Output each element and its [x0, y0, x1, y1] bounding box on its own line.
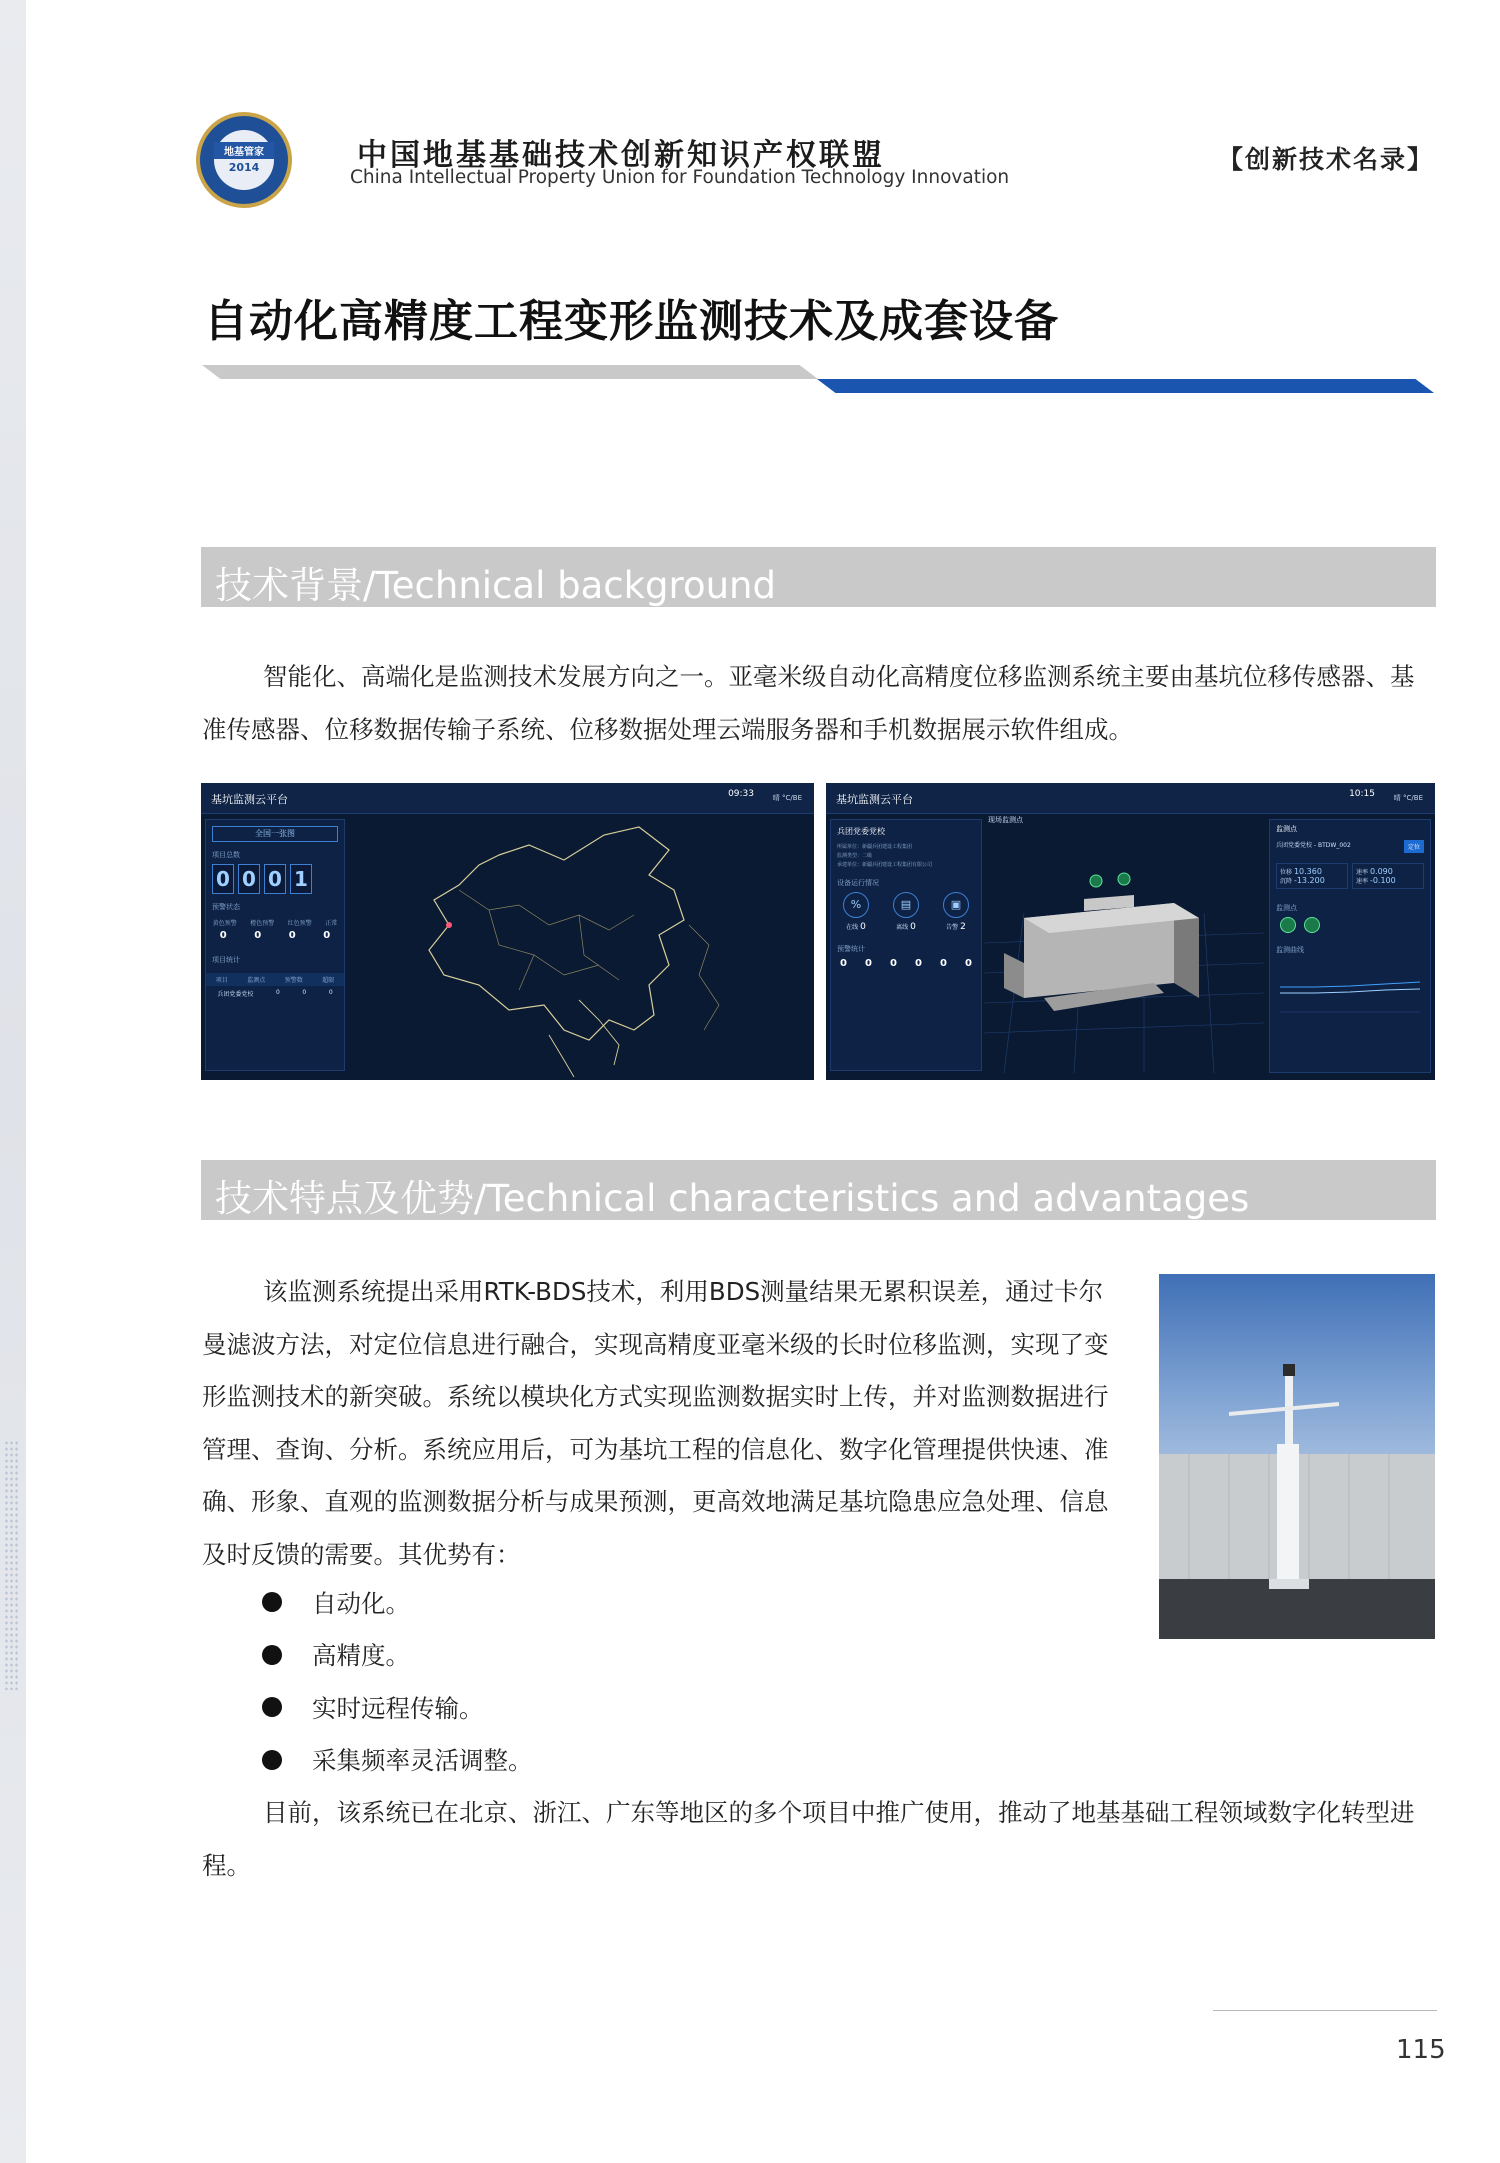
counter-digit: 1	[290, 864, 312, 894]
list-item-text: 高精度。	[312, 1641, 410, 1671]
warning-stats	[206, 918, 344, 927]
table-row[interactable]	[206, 986, 344, 1001]
province-lines	[459, 890, 634, 990]
table-cell: 0	[302, 989, 307, 996]
org-name-en: China Intellectual Property Union for Foundation Technology Innovation	[350, 167, 1010, 188]
stat-label: 黄色预警	[212, 920, 237, 927]
closing-paragraph	[202, 1787, 1438, 1892]
locate-button[interactable]: 定位	[1404, 840, 1424, 853]
curve-label: 监测曲线	[1276, 946, 1304, 954]
alarm-value: 0	[890, 958, 897, 969]
overview-button[interactable]: 全国一张图	[212, 826, 338, 842]
dashboard-topbar	[826, 783, 1435, 814]
footer-divider	[1213, 2010, 1437, 2011]
alliance-logo	[196, 112, 292, 208]
sensor-photo-image	[1159, 1274, 1435, 1639]
stat-label: 橙色预警	[250, 920, 275, 927]
monitor-point-marker[interactable]	[1118, 873, 1130, 885]
monitor-point-marker[interactable]	[1090, 875, 1102, 887]
bullet-icon	[262, 1697, 282, 1717]
table-cell: 0	[275, 989, 280, 996]
device-offline	[893, 892, 919, 932]
sensor-photo	[1159, 1274, 1435, 1639]
rate-box	[1352, 863, 1424, 889]
dashboard-screenshot-3d	[826, 783, 1435, 1080]
project-info-line: 监测类型：二级	[837, 853, 873, 859]
nav-monitor-points[interactable]: 现场监测点	[988, 816, 1023, 824]
page-number: 115	[1396, 2035, 1446, 2065]
china-map[interactable]	[349, 815, 814, 1080]
counter-digit: 0	[264, 864, 286, 894]
section-tag: 【创新技术名录】	[1218, 145, 1435, 174]
background-paragraph	[202, 650, 1438, 756]
detail-value: -0.100	[1369, 876, 1396, 885]
device-online	[843, 892, 869, 932]
stat-label: 红色预警	[287, 920, 312, 927]
detail-values	[1276, 863, 1424, 889]
coastline	[689, 925, 719, 1030]
stat-value: 0	[288, 930, 296, 941]
project-info-line: 所属单位：新疆兵团建设工程集团	[837, 844, 913, 850]
closing-text: 目前，该系统已在北京、浙江、广东等地区的多个项目中推广使用，推动了地基基础工程领域数字化转型进程。	[202, 1798, 1415, 1880]
bullet-icon	[262, 1750, 282, 1770]
dashboard-screenshot-map	[201, 783, 814, 1080]
logo-badge: 地基管家	[214, 142, 274, 159]
project-info-line: 承建单位：新疆兵团建设工程集团有限公司	[837, 862, 933, 868]
percent-icon: %	[843, 892, 869, 918]
page-edge-decoration	[0, 0, 26, 2163]
dashboard-title: 基坑监测云平台	[836, 793, 913, 806]
project-marker[interactable]	[446, 922, 452, 928]
alarm-value: 0	[865, 958, 872, 969]
stat-value: 0	[254, 930, 262, 941]
project-info-panel	[830, 819, 982, 1071]
project-name: 兵团党委党校	[837, 827, 885, 836]
device-stat-label: 在线	[846, 924, 859, 931]
dashboard-weather: 晴 °C/BE	[1393, 794, 1423, 802]
detail-panel	[1269, 819, 1431, 1073]
counter-digit: 0	[212, 864, 234, 894]
monitor-curve-chart	[1275, 957, 1425, 1017]
alarm-value: 0	[965, 958, 972, 969]
list-item	[262, 1576, 533, 1629]
device-alarm	[943, 892, 969, 932]
device-stat-value: 0	[910, 922, 916, 932]
points-label: 监测点	[1276, 904, 1297, 912]
3d-building-view[interactable]	[984, 823, 1264, 1073]
section-header-features	[201, 1160, 1436, 1220]
project-stats-label: 项目统计	[212, 956, 240, 964]
table-header-cell: 超限	[322, 977, 335, 984]
curve-line	[1280, 982, 1420, 987]
list-item-text: 自动化。	[312, 1588, 410, 1618]
alarm-value: 0	[915, 958, 922, 969]
detail-point-name: 兵团党委党校 - BTDW_002	[1276, 842, 1351, 849]
org-name-cn: 中国地基基础技术创新知识产权联盟	[357, 138, 885, 173]
detail-value: 0.090	[1369, 867, 1393, 876]
list-item	[262, 1734, 533, 1787]
device-status-label: 设备运行情况	[837, 879, 879, 887]
device-stat-label: 离线	[896, 924, 909, 931]
bullet-icon	[262, 1592, 282, 1612]
curve-line	[1280, 989, 1420, 993]
title-underline-blue	[817, 379, 1434, 393]
title-underline-gray	[202, 365, 818, 379]
dot-pattern	[4, 1440, 20, 1690]
point-icon[interactable]	[1304, 917, 1320, 933]
list-item	[262, 1629, 533, 1682]
list-item	[262, 1681, 533, 1734]
detail-label: 速率	[1356, 878, 1369, 885]
bullet-icon	[262, 1645, 282, 1665]
table-cell: 兵团党委党校	[217, 991, 254, 998]
project-count-label: 项目总数	[212, 851, 240, 859]
table-header-cell: 预警数	[284, 977, 303, 984]
stat-value: 0	[323, 930, 331, 941]
alarm-values	[831, 958, 981, 969]
device-status-icons	[831, 892, 981, 932]
alarm-value: 0	[940, 958, 947, 969]
section-heading-background: 技术背景/Technical background	[215, 564, 776, 607]
table-header-cell: 监测点	[247, 977, 266, 984]
background-text: 智能化、高端化是监测技术发展方向之一。亚毫米级自动化高精度位移监测系统主要由基坑位移传感器、基准传感器、位移数据传输子系统、位移数据处理云端服务器和手机数据展示软件组成。	[202, 662, 1415, 744]
list-item-text: 实时远程传输。	[312, 1693, 484, 1723]
device-stat-value: 0	[860, 922, 866, 932]
table-header	[206, 973, 344, 986]
dashboard-clock: 09:33	[728, 789, 754, 799]
dashboard-title: 基坑监测云平台	[211, 793, 288, 806]
counter-digit: 0	[238, 864, 260, 894]
point-icons	[1280, 917, 1430, 933]
point-icon[interactable]	[1280, 917, 1296, 933]
alarm-stats-label: 预警统计	[837, 945, 865, 953]
detail-label: 速率	[1356, 869, 1369, 876]
detail-title: 监测点	[1276, 825, 1297, 833]
detail-value: 10.360	[1293, 867, 1322, 876]
features-paragraph	[202, 1266, 1126, 1581]
warning-values	[206, 930, 344, 941]
displacement-box	[1276, 863, 1348, 889]
section-header-background	[201, 547, 1436, 607]
alarm-value: 0	[840, 958, 847, 969]
database-icon: ▤	[893, 892, 919, 918]
stat-label: 正常	[325, 920, 338, 927]
warning-status-label: 预警状态	[212, 903, 240, 911]
logo-year: 2014	[228, 161, 260, 174]
device-stat-value: 2	[960, 922, 966, 932]
features-text: 该监测系统提出采用RTK-BDS技术，利用BDS测量结果无累积误差，通过卡尔曼滤波方法，对定位信息进行融合，实现高精度亚毫米级的长时位移监测，实现了变形监测技术的新突破。系统以模块化方式实现监测数据实时上传，并对监测数据进行管理、查询、分析。系统应用后，可为基坑工程的信息化、数字化管理提供快速、准确、形象、直观的监测数据分析与成果预测，更高效地满足基坑隐患应急处理、信息及时反馈的需要。其优势有：	[202, 1277, 1109, 1569]
dashboard-topbar	[201, 783, 814, 814]
section-heading-features: 技术特点及优势/Technical characteristics and advantages	[215, 1177, 1250, 1220]
detail-value: -13.200	[1293, 876, 1325, 885]
building-wing-left	[1004, 953, 1024, 998]
list-item-text: 采集频率灵活调整。	[312, 1746, 533, 1776]
dashboard-left-panel	[205, 819, 345, 1071]
table-cell: 0	[328, 989, 333, 996]
project-counter	[212, 864, 344, 894]
device-icon: ▣	[943, 892, 969, 918]
detail-label: 位移	[1280, 869, 1293, 876]
device-stat-label: 告警	[946, 924, 959, 931]
stat-value: 0	[219, 930, 227, 941]
detail-label: 沉降	[1280, 878, 1293, 885]
dashboard-weather: 晴 °C/BE	[772, 794, 802, 802]
dashboard-clock: 10:15	[1349, 789, 1375, 799]
page-title: 自动化高精度工程变形监测技术及成套设备	[204, 296, 1059, 347]
map-border	[429, 827, 684, 1040]
table-header-cell: 项目	[215, 977, 228, 984]
advantages-list	[262, 1576, 533, 1786]
